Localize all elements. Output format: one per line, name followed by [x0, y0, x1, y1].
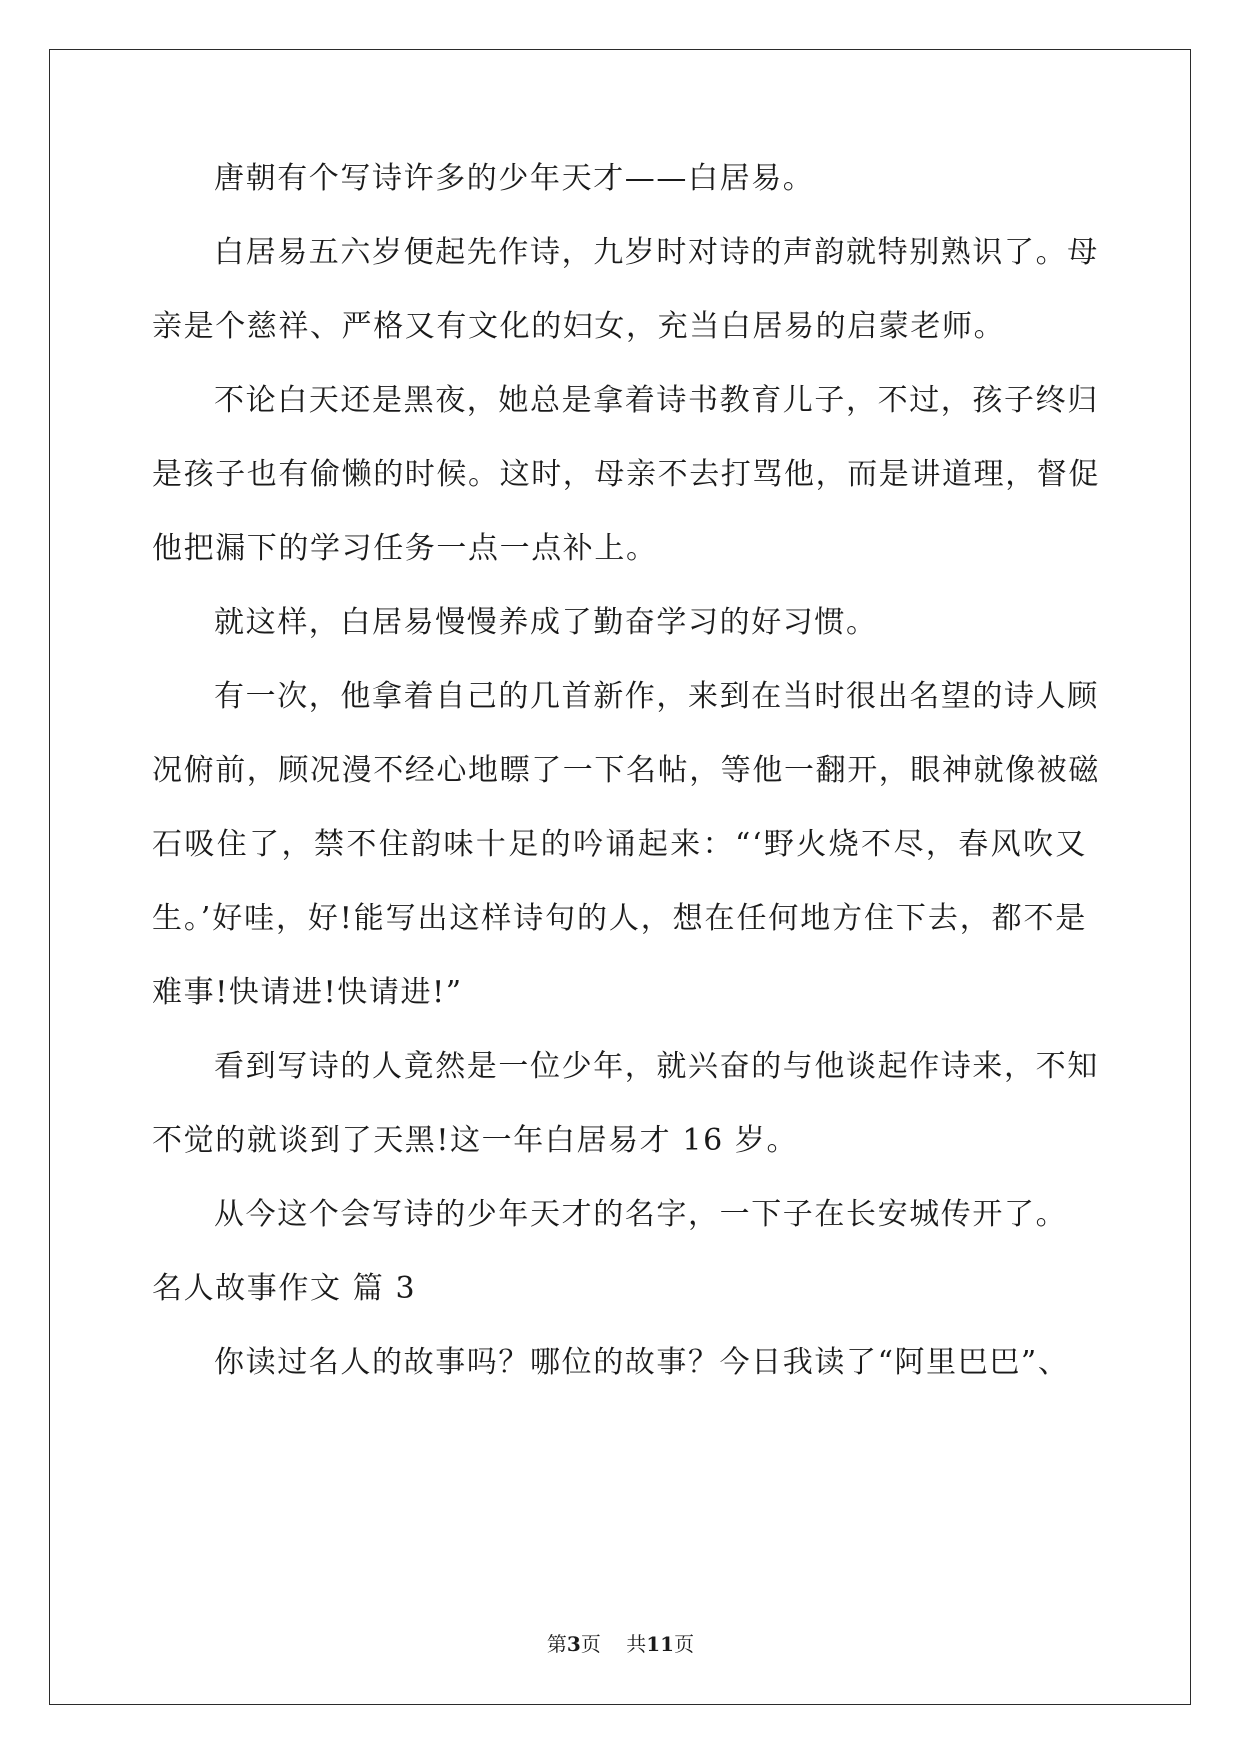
paragraph-line: 他把漏下的学习任务一点一点补上。 [152, 531, 658, 566]
total-unit: 页 [674, 1632, 695, 1656]
paragraph-line: 生。’好哇，好!能写出这样诗句的人，想在任何地方住下去，都不是 [152, 901, 1087, 936]
paragraph-line: 看到写诗的人竟然是一位少年，就兴奋的与他谈起作诗来，不知 [214, 1049, 1099, 1084]
total-label: 共 [626, 1632, 647, 1656]
paragraph-line: 石吸住了，禁不住韵味十足的吟诵起来：“‘野火烧不尽，春风吹又 [152, 827, 1087, 862]
paragraph-line: 难事!快请进!快请进!” [152, 975, 463, 1010]
section-heading: 名人故事作文 篇 3 [152, 1271, 417, 1306]
total-pages: 11 [646, 1632, 675, 1656]
page-unit: 页 [580, 1632, 601, 1656]
page-border [49, 49, 1191, 1705]
paragraph-line: 唐朝有个写诗许多的少年天才——白居易。 [214, 161, 815, 196]
paragraph-line: 就这样，白居易慢慢养成了勤奋学习的好习惯。 [214, 605, 878, 640]
paragraph-line: 从今这个会写诗的少年天才的名字，一下子在长安城传开了。 [214, 1197, 1068, 1232]
page-label: 第 [546, 1632, 567, 1656]
paragraph-line: 亲是个慈祥、严格又有文化的妇女，充当白居易的启蒙老师。 [152, 309, 1006, 344]
paragraph-line: 有一次，他拿着自己的几首新作，来到在当时很出名望的诗人顾 [214, 679, 1099, 714]
paragraph-line: 况俯前，顾况漫不经心地瞟了一下名帖，等他一翻开，眼神就像被磁 [152, 753, 1100, 788]
page-number: 3 [566, 1632, 581, 1656]
page-footer [0, 1632, 1241, 1656]
paragraph-line: 白居易五六岁便起先作诗，九岁时对诗的声韵就特别熟识了。母 [214, 235, 1099, 270]
paragraph-line: 你读过名人的故事吗？哪位的故事？今日我读了“阿里巴巴”、 [214, 1345, 1070, 1380]
paragraph-line: 不觉的就谈到了天黑!这一年白居易才 16 岁。 [152, 1123, 799, 1158]
paragraph-line: 不论白天还是黑夜，她总是拿着诗书教育儿子，不过，孩子终归 [214, 383, 1099, 418]
paragraph-line: 是孩子也有偷懒的时候。这时，母亲不去打骂他，而是讲道理，督促 [152, 457, 1100, 492]
